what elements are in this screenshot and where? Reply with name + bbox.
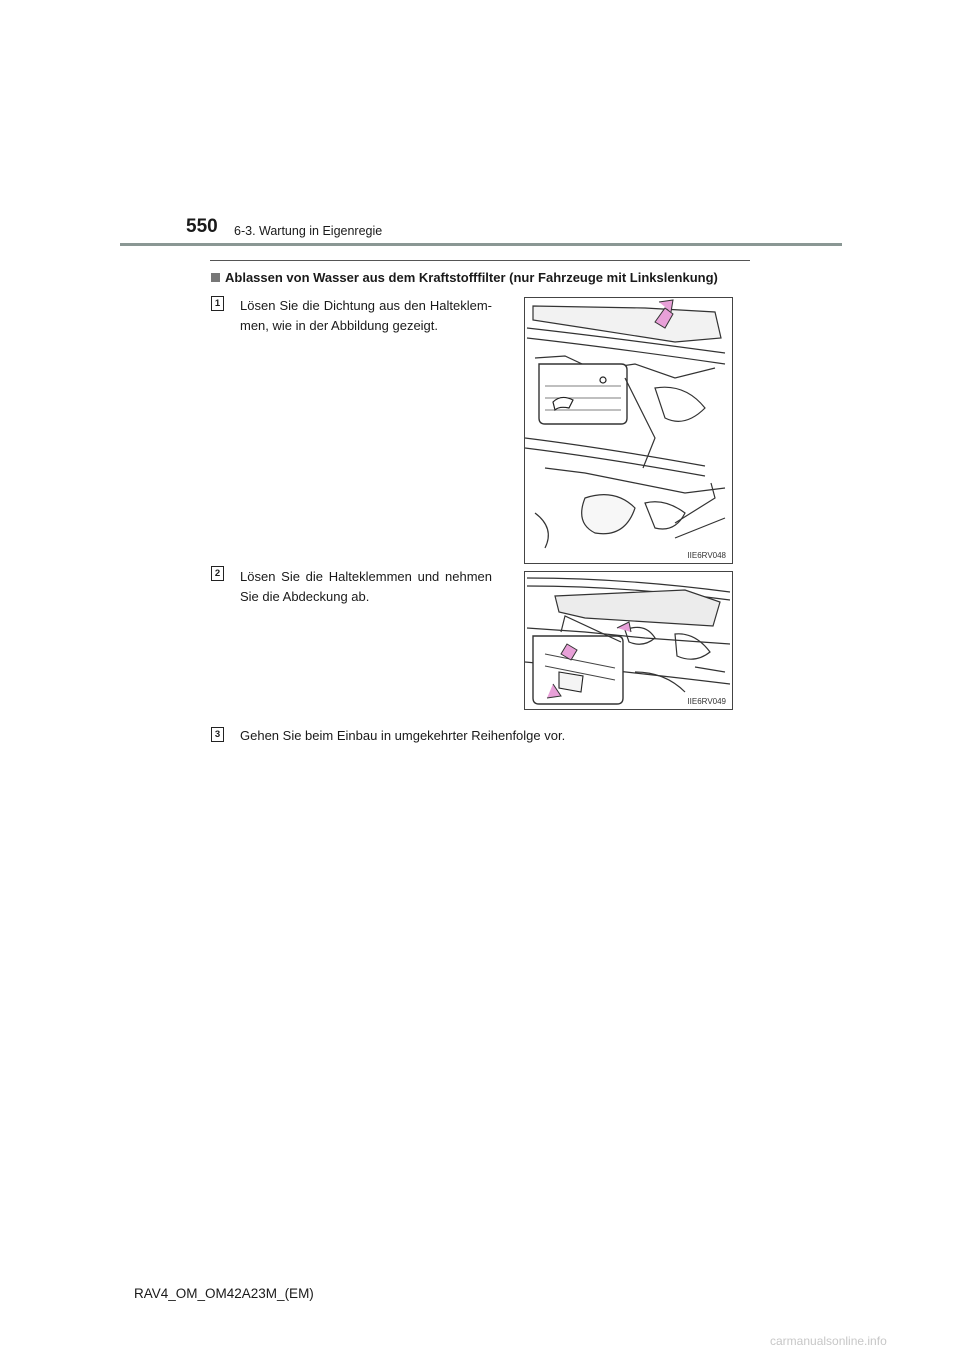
step-text-1: Lösen Sie die Dichtung aus den Halteklemmen, wie in der Abbildung gezeigt. [240, 298, 492, 333]
page-number: 550 [186, 216, 218, 237]
section-title: 6-3. Wartung in Eigenregie [234, 224, 383, 238]
figure-code: IIE6RV048 [687, 551, 726, 560]
step-text-3: Gehen Sie beim Einbau in umgekehrter Reihenfolge vor. [240, 728, 566, 743]
watermark: carmanualsonline.info [770, 1334, 887, 1348]
step-number-2: 2 [211, 566, 224, 581]
step-number-1: 1 [211, 296, 224, 311]
step-number-3: 3 [211, 727, 224, 742]
step-text-2: Lösen Sie die Halteklemmen und nehmen Sie die Abdeckung ab. [240, 569, 492, 604]
section-divider [210, 260, 750, 261]
subsection-heading-text: Ablassen von Wasser aus dem Kraftstofffilter (nur Fahrzeuge mit Linkslenkung) [225, 270, 718, 285]
figure-code: IIE6RV049 [687, 697, 726, 706]
figure-remove-cover [524, 571, 733, 710]
square-bullet-icon [211, 273, 220, 282]
footer-document-code: RAV4_OM_OM42A23M_(EM) [134, 1286, 314, 1301]
header-rule [120, 243, 842, 246]
figure-remove-seal [524, 297, 733, 564]
subsection-heading [211, 270, 718, 285]
